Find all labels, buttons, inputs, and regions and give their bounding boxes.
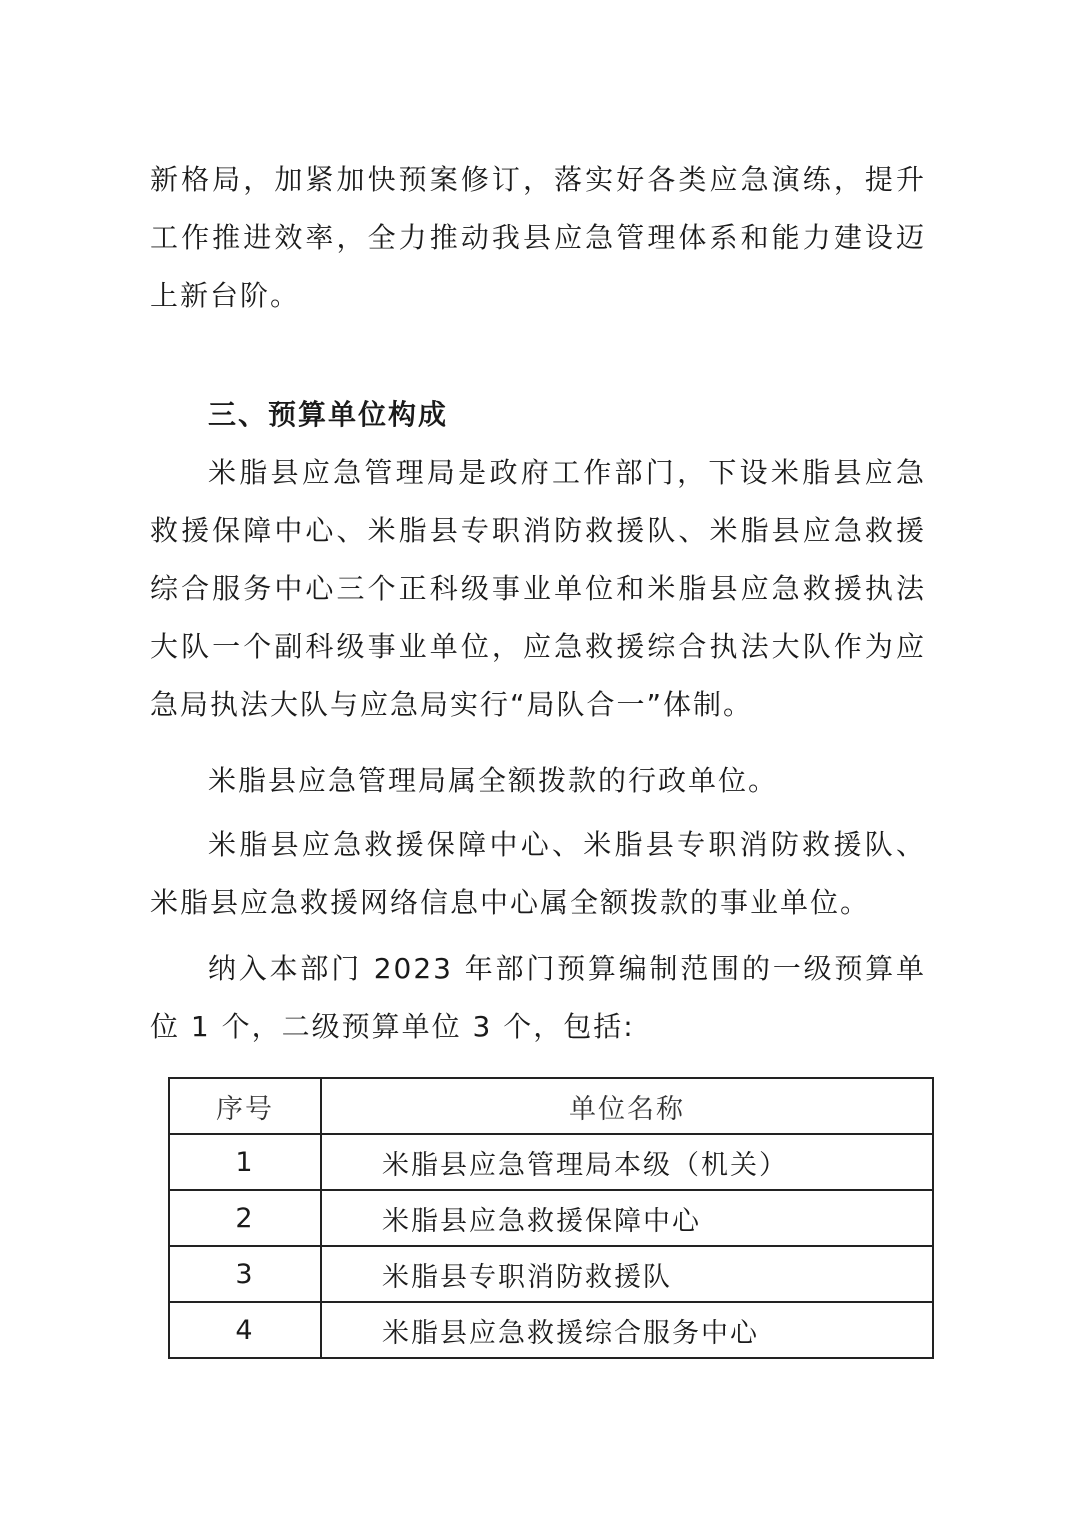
header-unit-name: 单位名称 — [321, 1078, 933, 1134]
paragraph-admin-unit: 米脂县应急管理局属全额拨款的行政单位。 — [208, 764, 779, 797]
paragraph-public-units: 米脂县应急救援保障中心、米脂县专职消防救援队、米脂县应急救援网络信息中心属全额拨款的事业单位。 — [150, 828, 926, 919]
row-number: 3 — [169, 1246, 321, 1302]
row-unit-name: 米脂县应急管理局本级（机关） — [321, 1134, 933, 1190]
table-row — [169, 1134, 933, 1190]
table-row — [169, 1190, 933, 1246]
continuation-paragraph: 新格局，加紧加快预案修订，落实好各类应急演练，提升工作推进效率，全力推动我县应急管理体系和能力建设迈上新台阶。 — [150, 163, 926, 312]
table-header-row — [169, 1078, 933, 1134]
budget-units-table — [168, 1077, 934, 1359]
paragraph-unit-structure: 米脂县应急管理局是政府工作部门，下设米脂县应急救援保障中心、米脂县专职消防救援队、米脂县应急救援综合服务中心三个正科级事业单位和米脂县应急救援执法大队一个副科级事业单位，应急救援综合执法大队作为应急局执法大队与应急局实行“局队合一”体制。 — [150, 456, 926, 721]
header-serial-number: 序号 — [169, 1078, 321, 1134]
section-heading: 三、预算单位构成 — [208, 398, 449, 431]
row-number: 1 — [169, 1134, 321, 1190]
row-unit-name: 米脂县专职消防救援队 — [321, 1246, 933, 1302]
row-number: 4 — [169, 1302, 321, 1358]
table-row — [169, 1302, 933, 1358]
row-unit-name: 米脂县应急救援综合服务中心 — [321, 1302, 933, 1358]
table-row — [169, 1246, 933, 1302]
row-number: 2 — [169, 1190, 321, 1246]
paragraph-budget-scope: 纳入本部门 2023 年部门预算编制范围的一级预算单位 1 个，二级预算单位 3 个，包括: — [150, 952, 926, 1043]
row-unit-name: 米脂县应急救援保障中心 — [321, 1190, 933, 1246]
